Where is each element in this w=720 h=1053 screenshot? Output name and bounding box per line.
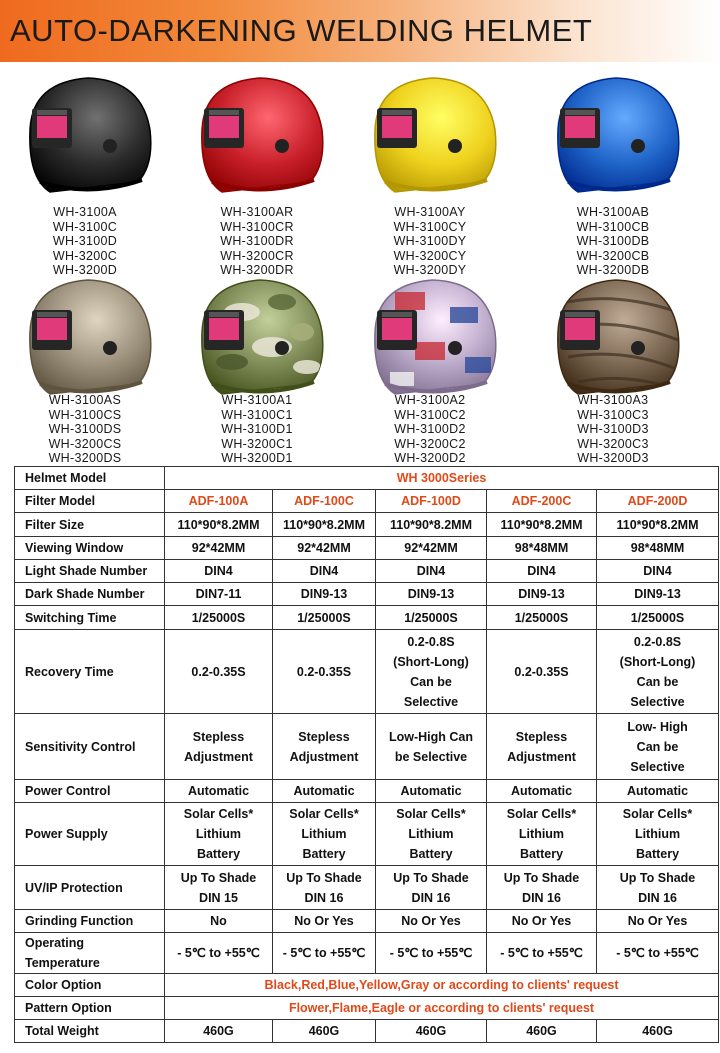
cell-line: Can be xyxy=(410,674,452,689)
spec-value xyxy=(487,866,597,910)
helmet-model-code: WH-3100CY xyxy=(393,219,467,234)
spec-value: 110*90*8.2MM xyxy=(376,513,487,537)
cell-line: Can be xyxy=(636,674,679,689)
row-label: Light Shade Number xyxy=(15,560,165,583)
helmet-model-code: WH-3100DR xyxy=(220,234,294,248)
spec-row-operating xyxy=(15,933,719,974)
option-text: Flower,Flame,Eagle or according to clients' request xyxy=(165,997,719,1020)
helmet-model-code: WH-3200C3 xyxy=(577,436,649,451)
spec-value: Automatic xyxy=(376,780,487,803)
helmet-model-code: WH-3200D2 xyxy=(394,451,466,465)
cell-line: DIN 16 xyxy=(304,890,344,905)
helmet-model-code: WH-3100CR xyxy=(220,219,294,234)
helmet-model-code: WH-3200C1 xyxy=(221,436,293,451)
spec-value: 1/25000S xyxy=(487,606,597,630)
title-banner xyxy=(0,0,720,62)
cell-line: Adjustment xyxy=(184,749,253,764)
helmet-model-code: WH-3100D xyxy=(52,234,118,248)
helmet-model-code: WH-3200C xyxy=(52,248,118,263)
spec-value xyxy=(597,866,719,910)
helmet-model-list xyxy=(0,393,170,466)
row-label: Dark Shade Number xyxy=(15,583,165,606)
spec-value xyxy=(597,630,719,714)
cell-line: 0.2-0.8S xyxy=(633,634,682,649)
helmet-model-code: WH-3200DR xyxy=(220,263,294,277)
spec-row-light-shade-number xyxy=(15,560,719,583)
cell-line: Solar Cells* xyxy=(396,807,466,821)
spec-row-power-supply xyxy=(15,803,719,866)
spec-value xyxy=(376,630,487,714)
spec-value: 92*42MM xyxy=(165,537,273,560)
spec-value: - 5℃ to +55℃ xyxy=(273,933,376,974)
spec-value: 98*48MM xyxy=(487,537,597,560)
spec-row-dark-shade-number xyxy=(15,583,719,606)
row-label: Total Weight xyxy=(15,1020,165,1043)
spec-value: 1/25000S xyxy=(376,606,487,630)
helmet-model-code: WH-3100A3 xyxy=(577,393,649,407)
cell-line: Lithium xyxy=(195,827,242,841)
spec-row-total-weight xyxy=(15,1020,719,1043)
cell-line: Battery xyxy=(635,847,680,861)
helmet-model-list xyxy=(528,393,698,466)
spec-value: DIN9-13 xyxy=(487,583,597,606)
spec-row-sensitivity-control xyxy=(15,714,719,780)
helmet-model-code: WH-3100AY xyxy=(394,205,466,219)
cell-line: Battery xyxy=(302,847,346,861)
cell-line: Operating xyxy=(25,936,85,950)
helmet-model-code: WH-3100A1 xyxy=(221,393,293,407)
spec-row-pattern-option xyxy=(15,997,719,1020)
spec-value xyxy=(273,630,376,714)
cell-line: Lithium xyxy=(518,827,565,841)
spec-row-uv-ip-protection xyxy=(15,866,719,910)
helmet-model-code: WH-3100AS xyxy=(48,393,122,407)
spec-value: Automatic xyxy=(597,780,719,803)
cell-line: be Selective xyxy=(394,749,468,764)
cell-line: Up To Shade xyxy=(286,870,362,885)
helmet-image xyxy=(538,70,688,200)
spec-value: - 5℃ to +55℃ xyxy=(597,933,719,974)
cell-line: Low- High xyxy=(627,719,688,734)
spec-value: Automatic xyxy=(273,780,376,803)
helmet-model-code: WH-3100C3 xyxy=(577,407,649,422)
helmet-model-code: WH-3100DS xyxy=(48,422,122,436)
spec-value xyxy=(376,803,487,866)
spec-row-grinding-function xyxy=(15,910,719,933)
row-label: Filter Size xyxy=(15,513,165,537)
spec-value: - 5℃ to +55℃ xyxy=(165,933,273,974)
spec-value: 460G xyxy=(273,1020,376,1043)
spec-value xyxy=(597,803,719,866)
spec-row-recovery-time xyxy=(15,630,719,714)
spec-value: No Or Yes xyxy=(273,910,376,933)
cell-line: Stepless xyxy=(298,729,350,744)
spec-value: DIN4 xyxy=(273,560,376,583)
filter-model-cell: ADF-200C xyxy=(487,490,597,513)
helmet-model-code: WH-3100D1 xyxy=(221,422,293,436)
spec-value: 98*48MM xyxy=(597,537,719,560)
helmet-model-code: WH-3100DB xyxy=(576,234,650,248)
cell-line: Selective xyxy=(630,759,685,774)
cell-line: Up To Shade xyxy=(503,870,580,885)
spec-value xyxy=(597,714,719,780)
spec-value xyxy=(165,630,273,714)
spec-value xyxy=(273,866,376,910)
spec-value: - 5℃ to +55℃ xyxy=(487,933,597,974)
helmet-model-code: WH-3100A xyxy=(53,205,117,219)
helmet-series: WH 3000Series xyxy=(165,467,719,490)
cell-line: Lithium xyxy=(408,827,454,841)
spec-value: 110*90*8.2MM xyxy=(165,513,273,537)
helmet-model-code: WH-3200D1 xyxy=(221,451,293,465)
spec-value xyxy=(273,803,376,866)
helmet-model-code: WH-3100C xyxy=(52,219,118,234)
spec-value: 92*42MM xyxy=(273,537,376,560)
spec-row-helmet-model xyxy=(15,467,719,490)
helmet-model-list xyxy=(345,393,515,466)
row-label: Helmet Model xyxy=(15,467,165,490)
cell-line: Up To Shade xyxy=(180,870,257,885)
filter-model-cell: ADF-100C xyxy=(273,490,376,513)
helmet-model-code: WH-3200CS xyxy=(48,436,122,451)
helmet-model-code: WH-3100CS xyxy=(48,407,122,422)
spec-value xyxy=(165,714,273,780)
spec-value: 110*90*8.2MM xyxy=(597,513,719,537)
helmet-model-code: WH-3200DB xyxy=(576,263,650,277)
spec-value: 110*90*8.2MM xyxy=(273,513,376,537)
cell-line: Temperature xyxy=(25,956,100,970)
spec-value xyxy=(165,803,273,866)
cell-line: Adjustment xyxy=(289,749,359,764)
spec-value: 460G xyxy=(597,1020,719,1043)
cell-line: Battery xyxy=(409,847,453,861)
spec-row-filter-model xyxy=(15,490,719,513)
helmet-model-list xyxy=(172,205,342,278)
helmet-image xyxy=(538,272,688,402)
spec-value: No Or Yes xyxy=(597,910,719,933)
helmet-model-list xyxy=(528,205,698,278)
page-title: AUTO-DARKENING WELDING HELMET xyxy=(10,13,593,48)
cell-line: Selective xyxy=(630,694,685,709)
helmet-model-code: WH-3100D2 xyxy=(394,422,466,436)
helmet-model-code: WH-3200C2 xyxy=(394,436,466,451)
spec-value: 1/25000S xyxy=(165,606,273,630)
cell-line: DIN 15 xyxy=(199,890,238,905)
cell-line: (Short-Long) xyxy=(619,654,696,669)
spec-value: DIN9-13 xyxy=(597,583,719,606)
spec-value: 460G xyxy=(376,1020,487,1043)
spec-value: 1/25000S xyxy=(597,606,719,630)
spec-row-color-option xyxy=(15,974,719,997)
helmet-image xyxy=(355,70,505,200)
helmet-model-code: WH-3100D3 xyxy=(577,422,649,436)
spec-value xyxy=(487,714,597,780)
filter-model-cell: ADF-200D xyxy=(597,490,719,513)
helmet-model-code: WH-3100AB xyxy=(576,205,650,219)
spec-row-viewing-window xyxy=(15,537,719,560)
cell-line: Stepless xyxy=(192,729,245,744)
cell-line: 0.2-0.8S xyxy=(407,634,455,649)
option-text: Black,Red,Blue,Yellow,Gray or according to clients' request xyxy=(165,974,719,997)
row-label: Power Supply xyxy=(15,803,165,866)
cell-line: Low-High Can xyxy=(388,729,473,744)
cell-line: Selective xyxy=(403,694,459,709)
spec-value: No Or Yes xyxy=(487,910,597,933)
cell-line: DIN 16 xyxy=(522,890,561,905)
helmet-model-code: WH-3200DS xyxy=(48,451,122,465)
cell-line: Lithium xyxy=(301,827,347,841)
spec-value: 460G xyxy=(487,1020,597,1043)
spec-value: DIN4 xyxy=(376,560,487,583)
spec-value xyxy=(165,866,273,910)
row-label: Sensitivity Control xyxy=(15,714,165,780)
helmet-image xyxy=(182,70,332,200)
row-label: Power Control xyxy=(15,780,165,803)
filter-model-cell: ADF-100A xyxy=(165,490,273,513)
cell-line: Can be xyxy=(636,739,679,754)
helmet-image xyxy=(182,272,332,402)
cell-line: 0.2-0.35S xyxy=(191,664,246,679)
spec-value: - 5℃ to +55℃ xyxy=(376,933,487,974)
cell-line: Up To Shade xyxy=(393,870,469,885)
row-label: Filter Model xyxy=(15,490,165,513)
helmet-model-list xyxy=(0,205,170,278)
helmet-model-code: WH-3100CB xyxy=(576,219,650,234)
spec-value: Automatic xyxy=(487,780,597,803)
cell-line: Adjustment xyxy=(507,749,576,764)
spec-table xyxy=(14,466,719,1043)
row-label: Pattern Option xyxy=(15,997,165,1020)
spec-value: No xyxy=(165,910,273,933)
row-label: Switching Time xyxy=(15,606,165,630)
spec-value: No Or Yes xyxy=(376,910,487,933)
spec-value xyxy=(376,714,487,780)
spec-value: DIN4 xyxy=(597,560,719,583)
cell-line: Stepless xyxy=(515,729,568,744)
spec-value: 110*90*8.2MM xyxy=(487,513,597,537)
helmet-model-code: WH-3100C1 xyxy=(221,407,293,422)
helmet-model-list xyxy=(345,205,515,278)
helmet-model-list xyxy=(172,393,342,466)
helmet-image xyxy=(355,272,505,402)
row-label xyxy=(15,933,165,974)
cell-line: Solar Cells* xyxy=(506,807,577,821)
cell-line: Solar Cells* xyxy=(183,807,254,821)
spec-value: 460G xyxy=(165,1020,273,1043)
cell-line: 0.2-0.35S xyxy=(296,664,352,679)
spec-row-filter-size xyxy=(15,513,719,537)
cell-line: Battery xyxy=(519,847,564,861)
cell-line: (Short-Long) xyxy=(393,654,469,669)
spec-value: 1/25000S xyxy=(273,606,376,630)
spec-value: Automatic xyxy=(165,780,273,803)
cell-line: Solar Cells* xyxy=(622,807,693,821)
helmet-model-code: WH-3200CY xyxy=(393,248,467,263)
spec-value: DIN9-13 xyxy=(273,583,376,606)
spec-value xyxy=(487,803,597,866)
spec-row-power-control xyxy=(15,780,719,803)
spec-value: DIN4 xyxy=(165,560,273,583)
helmet-model-code: WH-3200DY xyxy=(393,263,467,277)
spec-value xyxy=(487,630,597,714)
spec-value: 92*42MM xyxy=(376,537,487,560)
spec-value xyxy=(273,714,376,780)
filter-model-cell: ADF-100D xyxy=(376,490,487,513)
cell-line: Up To Shade xyxy=(619,870,696,885)
spec-value: DIN9-13 xyxy=(376,583,487,606)
row-label: Grinding Function xyxy=(15,910,165,933)
helmet-image xyxy=(10,272,160,402)
spec-value xyxy=(376,866,487,910)
spec-row-switching-time xyxy=(15,606,719,630)
cell-line: DIN 16 xyxy=(638,890,677,905)
helmet-image xyxy=(10,70,160,200)
row-label: Viewing Window xyxy=(15,537,165,560)
helmet-model-code: WH-3100A2 xyxy=(394,393,466,407)
helmet-model-code: WH-3200CB xyxy=(576,248,650,263)
helmet-model-code: WH-3100C2 xyxy=(394,407,466,422)
helmet-model-code: WH-3200CR xyxy=(220,248,294,263)
helmet-model-code: WH-3200D3 xyxy=(577,451,649,465)
spec-value: DIN4 xyxy=(487,560,597,583)
cell-line: 0.2-0.35S xyxy=(514,664,569,679)
cell-line: Solar Cells* xyxy=(289,807,359,821)
helmet-model-code: WH-3100DY xyxy=(393,234,467,248)
row-label: Recovery Time xyxy=(15,630,165,714)
row-label: Color Option xyxy=(15,974,165,997)
cell-line: DIN 16 xyxy=(411,890,451,905)
spec-value: DIN7-11 xyxy=(165,583,273,606)
cell-line: Battery xyxy=(196,847,241,861)
cell-line: Lithium xyxy=(634,827,681,841)
helmet-model-code: WH-3200D xyxy=(52,263,118,277)
helmet-model-code: WH-3100AR xyxy=(220,205,294,219)
row-label: UV/IP Protection xyxy=(15,866,165,910)
